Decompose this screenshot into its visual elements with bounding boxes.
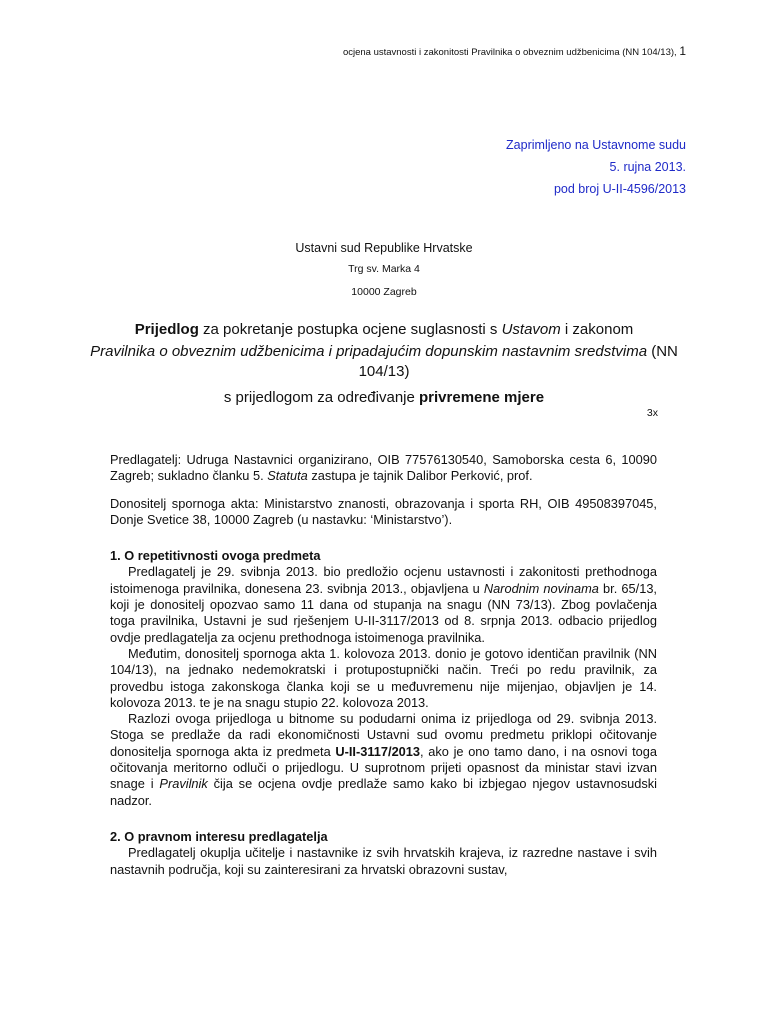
proposer-text-end: zastupa je tajnik Dalibor Perković, prof. (307, 468, 533, 484)
recipient-city: 10000 Zagreb (351, 286, 417, 298)
s1p3-text-c: čija se ocjena ovdje predlaže samo kako bi izbjegao njegov ustavnosudski nadzor. (110, 776, 657, 808)
s1p1-gazette: Narodnim novinama (483, 580, 599, 596)
document-title (88, 320, 680, 408)
title-interim-measure: privremene mjere (419, 389, 545, 406)
s1p3-text-a: Razlozi ovoga prijedloga u bitnome su podudarni onima iz prijedloga od 29. svibnja 2013. Stoga se predlaže da radi ekonomičnosti Ustavni sud ovomu predmetu priklopi očitovanje donositelja spornoga akta iz predmeta (110, 711, 657, 759)
issuer-paragraph: Donositelj spornoga akta: Ministarstvo znanosti, obrazovanja i sporta RH, OIB 49508397045, Donje Svetice 38, 10000 Zagreb (u nastavku: ‘Ministarstvo’). (110, 495, 657, 527)
recipient-name: Ustavni sud Republike Hrvatske (295, 241, 473, 255)
s1p3-regulation: Pravilnik (159, 776, 208, 792)
proposer-text: Predlagatelj: Udruga Nastavnici organizirano, OIB 77576130540, Samoborska cesta 6, 10090 Zagreb; sukladno članku 5. (110, 452, 657, 484)
copies-note: 3x (646, 407, 658, 419)
s1p1-text-a: Predlagatelj je 29. svibnja 2013. bio predložio ocjenu ustavnosti i zakonitosti prethodnoga istoimenoga pravilnika, donesena 23. svibnja 2013., objavljena u (110, 564, 657, 596)
proposer-paragraph (110, 452, 657, 485)
title-act-name: Pravilnika o obveznim udžbenicima i pripadajućim dopunskim nastavnim sredstvima (90, 343, 648, 360)
receipt-stamp (506, 134, 686, 200)
page-number: 1 (679, 44, 686, 58)
title-line-1 (88, 320, 680, 340)
title-constitution: Ustavom (501, 321, 561, 338)
stamp-received: Zaprimljeno na Ustavnome sudu (506, 138, 686, 152)
title-line-3 (88, 388, 680, 408)
recipient-street: Trg sv. Marka 4 (348, 263, 420, 275)
title-text-a: za pokretanje postupka ocjene suglasnosti s (198, 321, 502, 338)
s1p3-case-ref: U-II-3117/2013 (335, 743, 421, 759)
title-interim-text: s prijedlogom za određivanje (223, 389, 420, 406)
document-body (110, 452, 657, 878)
section-1-paragraph-1 (110, 564, 657, 645)
section-2-paragraph-1: Predlagatelj okuplja učitelje i nastavnike iz svih hrvatskih krajeva, iz razredne nastave i svih nastavnih područja, koji su zainteresirani za hrvatski obrazovni sustav, (110, 845, 657, 877)
section-2-heading: 2. O pravnom interesu predlagatelja (110, 828, 328, 844)
section-1-heading: 1. O repetitivnosti ovoga predmeta (110, 548, 321, 564)
title-act-ref: (NN 104/13) (358, 343, 678, 380)
running-title: ocjena ustavnosti i zakonitosti Pravilnika o obveznim udžbenicima (NN 104/13), (342, 47, 677, 58)
running-header (343, 44, 686, 58)
proposer-statute: Statuta (267, 468, 308, 484)
title-line-2 (88, 342, 680, 382)
stamp-case-number: pod broj U-II-4596/2013 (553, 182, 686, 196)
section-1-paragraph-2: Međutim, donositelj spornoga akta 1. kolovoza 2013. donio je gotovo identičan pravilnik (NN 104/13), na jednako nedemokratski i protupostupnički način. Treći po redu pravilnik, za provedbu istoga zakonskoga članka koji se u međuvremenu nije mijenjao, objavljen je 14. kolovoza 2013. te je na snagu stupio 22. kolovoza 2013. (110, 645, 657, 710)
s1p3-text-b: , ako je ono tamo dano, i na osnovi toga očitovanja meritorno odluči o prijedlogu. U suprotnom prijeti opasnost da ministar stavi izvan snage i (110, 743, 657, 792)
recipient-block (0, 240, 768, 299)
title-text-b: i zakonom (560, 321, 634, 338)
title-keyword: Prijedlog (134, 321, 199, 338)
section-1-paragraph-3 (110, 711, 657, 809)
s1p1-text-b: br. 65/13, koji je donositelj opozvao samo 11 dana od stupanja na snagu (NN 73/13). Zbog povlačenja toga pravilnika, Ustavni je sud rješenjem U-II-3117/2013 od 8. srpnja 2013. odbacio prijedlog ovdje predlagatelja za ocjenu prethodnoga istoimenoga pravilnika. (110, 580, 657, 645)
stamp-date: 5. rujna 2013. (609, 160, 686, 174)
